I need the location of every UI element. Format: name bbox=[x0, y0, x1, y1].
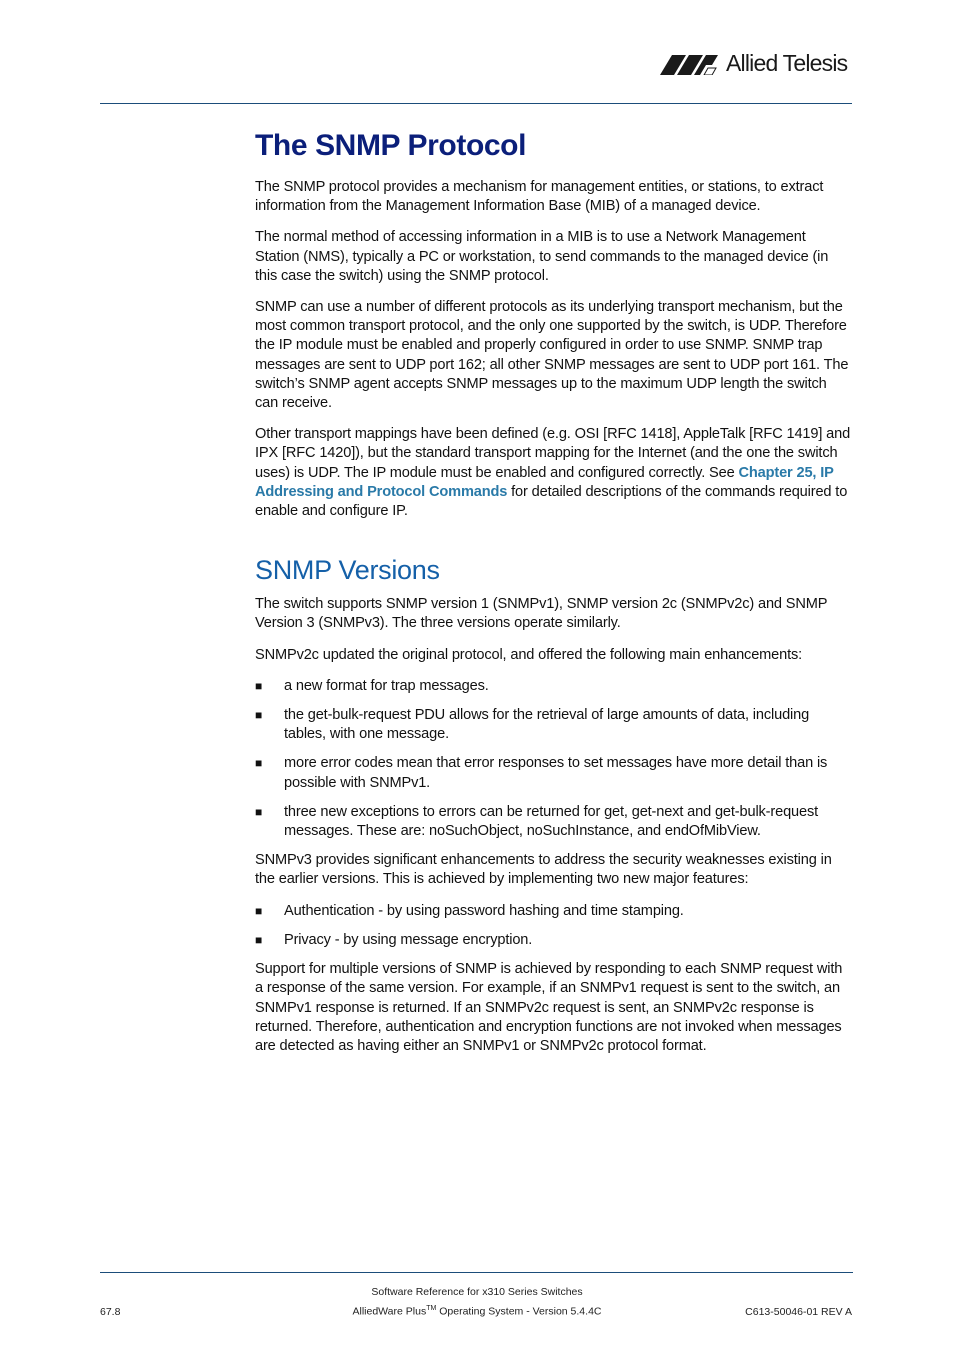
intro-paragraph-1: The SNMP protocol provides a mechanism for management entities, or stations, to extract information from the Management Information Base (MIB) of a managed device. bbox=[255, 179, 824, 215]
transport-text-after: for detailed descriptions of the commands required to enable and configure IP. bbox=[255, 483, 848, 520]
bullet-icon: ■ bbox=[255, 903, 263, 918]
footer-version-text: Operating System - Version 5.4.4C bbox=[436, 1305, 602, 1318]
snmpv2c-enhancements-list bbox=[255, 677, 853, 841]
footer-document-title: Software Reference for x310 Series Switches bbox=[371, 1286, 583, 1298]
section-heading-snmp-versions: SNMP Versions bbox=[255, 555, 440, 586]
main-content bbox=[255, 128, 853, 1068]
list-item-text: a new format for trap messages. bbox=[284, 677, 489, 694]
list-item-text: Authentication - by using password hashing and time stamping. bbox=[284, 902, 684, 919]
intro-paragraph-3: SNMP can use a number of different protocols as its underlying transport mechanism, but the most common transport protocol, and the only one supported by the switch, is UDP. Therefore the IP module must be enabled and properly configured in order to use SNMP. SNMP trap messages are sent to UDP port 162; all other SNMP messages are sent to UDP port 161. The switch’s SNMP agent accepts SNMP messages up to the maximum UDP length the switch can receive. bbox=[255, 299, 849, 412]
document-code: C613-50046-01 REV A bbox=[745, 1306, 852, 1318]
versions-paragraph-2: SNMPv2c updated the original protocol, and offered the following main enhancements: bbox=[255, 646, 803, 663]
page-number: 67.8 bbox=[100, 1306, 121, 1318]
chapter-25-link[interactable]: Chapter 25, IP Addressing and Protocol Commands bbox=[255, 464, 834, 500]
footer-rule bbox=[100, 1272, 853, 1273]
list-item bbox=[255, 803, 853, 841]
list-item bbox=[255, 706, 853, 744]
list-item bbox=[255, 677, 853, 696]
snmpv3-paragraph: SNMPv3 provides significant enhancements to address the security weaknesses existing in the earlier versions. This is achieved by implementing two new major features: bbox=[255, 852, 832, 888]
bullet-icon: ■ bbox=[255, 932, 263, 947]
logo-wordmark: Allied Telesis bbox=[726, 50, 848, 76]
list-item-text: the get-bulk-request PDU allows for the retrieval of large amounts of data, including tables, with one message. bbox=[284, 707, 810, 743]
transport-text-before: Other transport mappings have been defined (e.g. OSI [RFC 1418], AppleTalk [RFC 1419] and IPX [RFC 1420]), but the standard transport mapping for the Internet (and the one the switch uses) is UDP. The IP module must be enabled and configured correctly. See bbox=[255, 426, 851, 481]
list-item-text: more error codes mean that error responses to set messages have more detail than is possible with SNMPv1. bbox=[284, 755, 828, 791]
footer-os-version bbox=[300, 1305, 654, 1318]
bullet-icon: ■ bbox=[255, 708, 263, 723]
page-title: The SNMP Protocol bbox=[255, 129, 527, 162]
versions-paragraph-1: The switch supports SNMP version 1 (SNMPv1), SNMP version 2c (SNMPv2c) and SNMP Version 3 (SNMPv3). The three versions operate similarly. bbox=[255, 596, 828, 632]
list-item-text: three new exceptions to errors can be returned for get, get-next and get-bulk-request messages. These are: noSuchObject, noSuchInstance, and endOfMibView. bbox=[284, 803, 819, 840]
bullet-icon: ■ bbox=[255, 756, 263, 771]
allied-telesis-logo bbox=[660, 50, 855, 80]
trademark-mark: TM bbox=[426, 1305, 437, 1312]
list-item bbox=[255, 754, 853, 792]
snmpv3-features-list bbox=[255, 902, 853, 950]
bullet-icon: ■ bbox=[255, 804, 263, 819]
list-item bbox=[255, 931, 853, 950]
intro-paragraph-2: The normal method of accessing information in a MIB is to use a Network Management Station (NMS), typically a PC or workstation, to send commands to the managed device (in this case the switch) using the SNMP protocol. bbox=[255, 229, 829, 284]
transport-paragraph bbox=[255, 425, 853, 521]
footer-product-name: AlliedWare Plus bbox=[352, 1305, 427, 1318]
list-item-text: Privacy - by using message encryption. bbox=[284, 931, 533, 948]
bullet-icon: ■ bbox=[255, 678, 263, 693]
header-rule bbox=[100, 103, 852, 104]
list-item bbox=[255, 902, 853, 921]
version-support-paragraph: Support for multiple versions of SNMP is achieved by responding to each SNMP request with a response of the same version. For example, if an SNMPv1 request is sent to the switch, an SNMPv1 response is returned. If an SNMPv2c request is sent, an SNMPv2c response is returned. Therefore, authentication and encryption functions are not invoked when messages are detected as having either an SNMPv1 or SNMPv2c protocol format. bbox=[255, 961, 843, 1054]
allied-telesis-logo-icon bbox=[660, 53, 724, 75]
